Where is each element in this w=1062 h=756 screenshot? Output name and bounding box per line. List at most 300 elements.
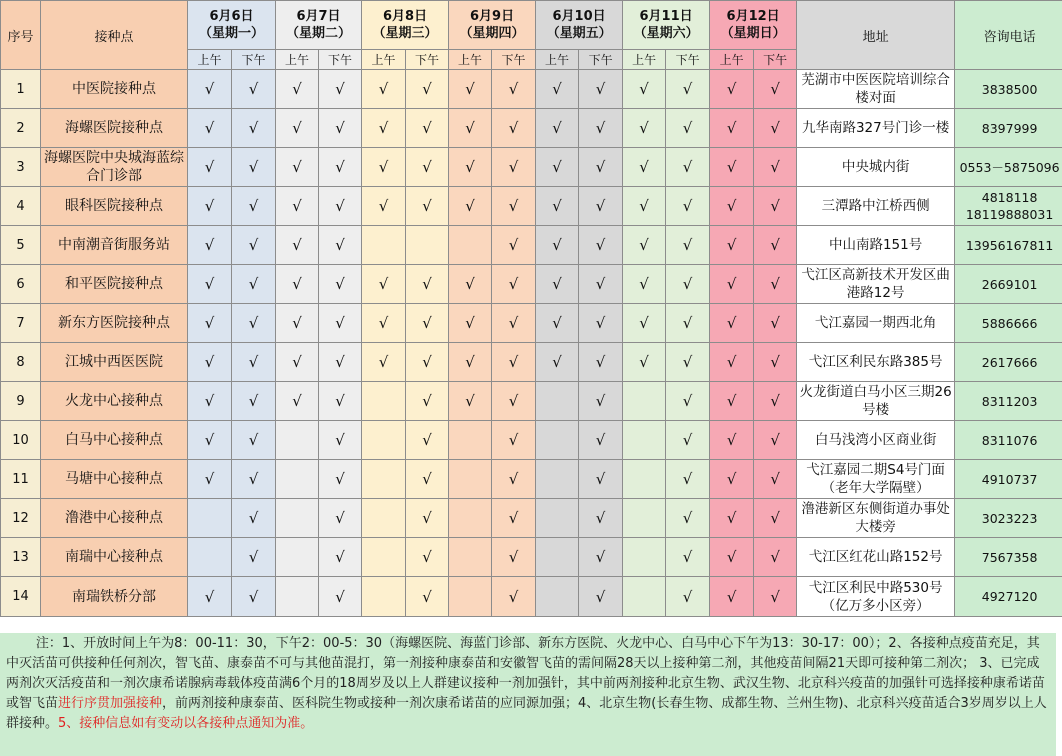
closed-slot [362, 538, 406, 577]
open-check-mark: √ [232, 538, 276, 577]
day-date: 6月9日 [470, 9, 515, 24]
open-check-mark: √ [492, 109, 536, 148]
header-pm: 下午 [232, 50, 276, 70]
open-check-mark: √ [492, 538, 536, 577]
closed-slot [623, 382, 666, 421]
table-row [1, 304, 1062, 343]
note-highlight-sequential: 进行序贯加强接种 [58, 696, 163, 711]
open-check-mark: √ [406, 187, 449, 226]
site-address: 弋江区利民中路530号（亿万多小区旁） [797, 577, 955, 617]
open-check-mark: √ [579, 265, 623, 304]
open-check-mark: √ [188, 226, 232, 265]
row-number: 12 [1, 499, 41, 538]
closed-slot [188, 499, 232, 538]
open-check-mark: √ [232, 109, 276, 148]
open-check-mark: √ [276, 70, 319, 109]
open-check-mark: √ [579, 382, 623, 421]
site-name: 江城中西医医院 [41, 343, 188, 382]
header-am: 上午 [623, 50, 666, 70]
closed-slot [449, 577, 492, 617]
header-pm: 下午 [579, 50, 623, 70]
day-weekday: （星期日） [720, 26, 786, 41]
open-check-mark: √ [188, 343, 232, 382]
open-check-mark: √ [406, 538, 449, 577]
open-check-mark: √ [710, 304, 754, 343]
day-weekday: （星期四） [459, 26, 525, 41]
site-address: 澛港新区东侧街道办事处大楼旁 [797, 499, 955, 538]
open-check-mark: √ [536, 265, 579, 304]
open-check-mark: √ [666, 538, 710, 577]
site-phone: 8397999 [955, 109, 1062, 148]
closed-slot [276, 421, 319, 460]
open-check-mark: √ [449, 382, 492, 421]
open-check-mark: √ [754, 187, 797, 226]
closed-slot [276, 538, 319, 577]
site-address: 弋江区高新技术开发区曲港路12号 [797, 265, 955, 304]
open-check-mark: √ [232, 304, 276, 343]
note-text: 注：1、开放时间上午为8：00-11：30，下午2：00-5：30（海螺医院、海蓝门诊部、新东方医院、火龙中心、白马中心下午为13：30-17：00）；2、各接种点疫苗充足，其中灭活苗可供接种任何剂次，智飞苗、康泰苗不可与其他苗混打，第一剂接种康泰苗和安徽智飞苗的需间隔28天以上接种第二剂，其他疫苗间隔21天即可接种第二剂次； 3、已完成两剂次灭活疫苗和一剂次康希诺腺病毒载体疫苗满6个月的18周岁及以上人群建议接种一剂加强针，其中前两剂接种北京生物、武汉生物、北京科兴疫苗的加强针可选择接种康希诺苗或智飞苗 [6, 636, 1045, 711]
open-check-mark: √ [319, 499, 362, 538]
open-check-mark: √ [232, 265, 276, 304]
site-phone: 5886666 [955, 304, 1062, 343]
open-check-mark: √ [406, 265, 449, 304]
open-check-mark: √ [406, 382, 449, 421]
open-check-mark: √ [666, 109, 710, 148]
row-number: 2 [1, 109, 41, 148]
open-check-mark: √ [406, 577, 449, 617]
site-address: 弋江嘉园一期西北角 [797, 304, 955, 343]
open-check-mark: √ [232, 187, 276, 226]
day-weekday: （星期六） [633, 26, 699, 41]
open-check-mark: √ [754, 226, 797, 265]
open-check-mark: √ [710, 499, 754, 538]
row-number: 13 [1, 538, 41, 577]
open-check-mark: √ [492, 421, 536, 460]
site-address: 三潭路中江桥西侧 [797, 187, 955, 226]
closed-slot [188, 538, 232, 577]
open-check-mark: √ [666, 460, 710, 499]
header-day [276, 1, 362, 50]
open-check-mark: √ [579, 460, 623, 499]
header-address: 地址 [797, 1, 955, 70]
open-check-mark: √ [666, 421, 710, 460]
closed-slot [449, 226, 492, 265]
row-number: 6 [1, 265, 41, 304]
open-check-mark: √ [276, 382, 319, 421]
open-check-mark: √ [754, 70, 797, 109]
table-row [1, 226, 1062, 265]
note-text-2: ，前两剂接种康泰苗、医科院生物或接种一剂次康希诺苗的应同源加强；4、北京生物(长春生物、成都生物、兰州生物)、北京科兴疫苗适合3岁周岁以上人群接种。 [6, 696, 1047, 731]
open-check-mark: √ [666, 382, 710, 421]
open-check-mark: √ [710, 382, 754, 421]
open-check-mark: √ [449, 70, 492, 109]
closed-slot [362, 577, 406, 617]
open-check-mark: √ [623, 304, 666, 343]
open-check-mark: √ [492, 70, 536, 109]
open-check-mark: √ [232, 226, 276, 265]
open-check-mark: √ [754, 343, 797, 382]
day-date: 6月6日 [209, 9, 254, 24]
open-check-mark: √ [754, 265, 797, 304]
open-check-mark: √ [579, 226, 623, 265]
open-check-mark: √ [232, 460, 276, 499]
open-check-mark: √ [492, 499, 536, 538]
row-number: 5 [1, 226, 41, 265]
site-phone: 3023223 [955, 499, 1062, 538]
site-address: 九华南路327号门诊一楼 [797, 109, 955, 148]
site-phone: 8311076 [955, 421, 1062, 460]
open-check-mark: √ [276, 109, 319, 148]
open-check-mark: √ [276, 343, 319, 382]
open-check-mark: √ [232, 382, 276, 421]
open-check-mark: √ [492, 460, 536, 499]
row-number: 10 [1, 421, 41, 460]
site-name: 澛港中心接种点 [41, 499, 188, 538]
row-number: 3 [1, 148, 41, 187]
open-check-mark: √ [492, 148, 536, 187]
open-check-mark: √ [319, 421, 362, 460]
day-date: 6月11日 [639, 9, 693, 24]
closed-slot [536, 577, 579, 617]
open-check-mark: √ [449, 148, 492, 187]
header-day [536, 1, 623, 50]
closed-slot [362, 421, 406, 460]
open-check-mark: √ [319, 226, 362, 265]
day-weekday: （星期三） [372, 26, 438, 41]
open-check-mark: √ [232, 70, 276, 109]
open-check-mark: √ [188, 187, 232, 226]
site-name: 火龙中心接种点 [41, 382, 188, 421]
site-phone: 7567358 [955, 538, 1062, 577]
closed-slot [623, 577, 666, 617]
closed-slot [449, 499, 492, 538]
open-check-mark: √ [319, 304, 362, 343]
open-check-mark: √ [188, 148, 232, 187]
schedule-body [1, 70, 1062, 617]
table-row [1, 265, 1062, 304]
open-check-mark: √ [492, 265, 536, 304]
open-check-mark: √ [754, 538, 797, 577]
open-check-mark: √ [710, 421, 754, 460]
header-phone: 咨询电话 [955, 1, 1062, 70]
open-check-mark: √ [623, 343, 666, 382]
open-check-mark: √ [666, 343, 710, 382]
day-date: 6月8日 [382, 9, 428, 24]
open-check-mark: √ [449, 304, 492, 343]
row-number: 9 [1, 382, 41, 421]
open-check-mark: √ [536, 343, 579, 382]
table-row [1, 148, 1062, 187]
open-check-mark: √ [406, 304, 449, 343]
header-pm: 下午 [406, 50, 449, 70]
open-check-mark: √ [754, 109, 797, 148]
open-check-mark: √ [666, 70, 710, 109]
day-weekday: （星期五） [546, 26, 612, 41]
open-check-mark: √ [710, 187, 754, 226]
closed-slot [623, 538, 666, 577]
open-check-mark: √ [579, 421, 623, 460]
notes-footer [0, 633, 1056, 756]
open-check-mark: √ [319, 382, 362, 421]
open-check-mark: √ [188, 421, 232, 460]
site-address: 弋江区红花山路152号 [797, 538, 955, 577]
header-site: 接种点 [41, 1, 188, 70]
open-check-mark: √ [623, 109, 666, 148]
open-check-mark: √ [188, 577, 232, 617]
note-highlight-change: 5、接种信息如有变动以各接种点通知为准。 [58, 716, 314, 731]
open-check-mark: √ [536, 226, 579, 265]
open-check-mark: √ [623, 187, 666, 226]
open-check-mark: √ [319, 187, 362, 226]
closed-slot [449, 538, 492, 577]
open-check-mark: √ [579, 148, 623, 187]
open-check-mark: √ [406, 460, 449, 499]
day-date: 6月7日 [296, 9, 341, 24]
header-am: 上午 [449, 50, 492, 70]
site-name: 白马中心接种点 [41, 421, 188, 460]
open-check-mark: √ [449, 265, 492, 304]
closed-slot [536, 460, 579, 499]
header-no: 序号 [1, 1, 41, 70]
open-check-mark: √ [666, 577, 710, 617]
site-address: 芜湖市中医医院培训综合楼对面 [797, 70, 955, 109]
open-check-mark: √ [579, 109, 623, 148]
open-check-mark: √ [449, 343, 492, 382]
day-weekday: （星期一） [199, 26, 265, 41]
site-address: 弋江区利民东路385号 [797, 343, 955, 382]
site-address: 弋江嘉园二期S4号门面（老年大学隔壁） [797, 460, 955, 499]
open-check-mark: √ [754, 460, 797, 499]
open-check-mark: √ [666, 265, 710, 304]
site-address: 火龙街道白马小区三期26号楼 [797, 382, 955, 421]
open-check-mark: √ [319, 460, 362, 499]
open-check-mark: √ [710, 577, 754, 617]
header-pm: 下午 [492, 50, 536, 70]
closed-slot [623, 499, 666, 538]
open-check-mark: √ [406, 421, 449, 460]
open-check-mark: √ [319, 538, 362, 577]
site-phone: 3838500 [955, 70, 1062, 109]
open-check-mark: √ [406, 343, 449, 382]
row-number: 1 [1, 70, 41, 109]
header-am: 上午 [362, 50, 406, 70]
open-check-mark: √ [492, 343, 536, 382]
open-check-mark: √ [232, 577, 276, 617]
open-check-mark: √ [579, 304, 623, 343]
open-check-mark: √ [188, 382, 232, 421]
table-row [1, 499, 1062, 538]
open-check-mark: √ [188, 460, 232, 499]
closed-slot [536, 499, 579, 538]
table-row [1, 538, 1062, 577]
open-check-mark: √ [666, 304, 710, 343]
closed-slot [406, 226, 449, 265]
header-day [623, 1, 710, 50]
table-row [1, 460, 1062, 499]
open-check-mark: √ [319, 343, 362, 382]
open-check-mark: √ [754, 499, 797, 538]
site-name: 眼科医院接种点 [41, 187, 188, 226]
open-check-mark: √ [232, 499, 276, 538]
open-check-mark: √ [492, 187, 536, 226]
site-phone: 8311203 [955, 382, 1062, 421]
closed-slot [536, 421, 579, 460]
table-row [1, 70, 1062, 109]
site-phone: 4927120 [955, 577, 1062, 617]
open-check-mark: √ [754, 577, 797, 617]
open-check-mark: √ [188, 109, 232, 148]
site-phone: 4910737 [955, 460, 1062, 499]
open-check-mark: √ [623, 226, 666, 265]
header-pm: 下午 [754, 50, 797, 70]
open-check-mark: √ [536, 148, 579, 187]
closed-slot [276, 460, 319, 499]
open-check-mark: √ [754, 421, 797, 460]
closed-slot [449, 421, 492, 460]
open-check-mark: √ [623, 148, 666, 187]
site-address: 中山南路151号 [797, 226, 955, 265]
row-number: 4 [1, 187, 41, 226]
open-check-mark: √ [666, 499, 710, 538]
header-am: 上午 [276, 50, 319, 70]
open-check-mark: √ [579, 70, 623, 109]
open-check-mark: √ [188, 265, 232, 304]
open-check-mark: √ [666, 226, 710, 265]
open-check-mark: √ [536, 187, 579, 226]
table-row [1, 577, 1062, 617]
header-day [188, 1, 276, 50]
site-phone: 2617666 [955, 343, 1062, 382]
open-check-mark: √ [276, 148, 319, 187]
open-check-mark: √ [362, 304, 406, 343]
open-check-mark: √ [232, 343, 276, 382]
header-day [449, 1, 536, 50]
open-check-mark: √ [754, 382, 797, 421]
closed-slot [449, 460, 492, 499]
site-name: 马塘中心接种点 [41, 460, 188, 499]
open-check-mark: √ [362, 265, 406, 304]
open-check-mark: √ [232, 148, 276, 187]
header-am: 上午 [188, 50, 232, 70]
open-check-mark: √ [710, 109, 754, 148]
closed-slot [362, 499, 406, 538]
open-check-mark: √ [710, 226, 754, 265]
open-check-mark: √ [710, 70, 754, 109]
open-check-mark: √ [579, 577, 623, 617]
row-number: 14 [1, 577, 41, 617]
table-row [1, 421, 1062, 460]
row-number: 7 [1, 304, 41, 343]
open-check-mark: √ [623, 265, 666, 304]
row-number: 11 [1, 460, 41, 499]
open-check-mark: √ [319, 109, 362, 148]
closed-slot [536, 538, 579, 577]
open-check-mark: √ [449, 187, 492, 226]
open-check-mark: √ [710, 343, 754, 382]
open-check-mark: √ [319, 265, 362, 304]
table-row [1, 343, 1062, 382]
open-check-mark: √ [406, 148, 449, 187]
open-check-mark: √ [492, 226, 536, 265]
open-check-mark: √ [319, 577, 362, 617]
site-name: 南瑞铁桥分部 [41, 577, 188, 617]
open-check-mark: √ [362, 148, 406, 187]
closed-slot [276, 577, 319, 617]
header-row [1, 1, 1062, 50]
header-pm: 下午 [319, 50, 362, 70]
site-name: 中医院接种点 [41, 70, 188, 109]
open-check-mark: √ [579, 187, 623, 226]
site-name: 中南潮音街服务站 [41, 226, 188, 265]
open-check-mark: √ [536, 70, 579, 109]
open-check-mark: √ [492, 304, 536, 343]
site-name: 南瑞中心接种点 [41, 538, 188, 577]
open-check-mark: √ [710, 538, 754, 577]
site-phone: 13956167811 [955, 226, 1062, 265]
closed-slot [362, 382, 406, 421]
header-pm: 下午 [666, 50, 710, 70]
open-check-mark: √ [232, 421, 276, 460]
header-am: 上午 [536, 50, 579, 70]
site-phone: 4818118 18119888031 [955, 187, 1062, 226]
open-check-mark: √ [492, 382, 536, 421]
closed-slot [623, 421, 666, 460]
site-phone: 0553－5875096 [955, 148, 1062, 187]
open-check-mark: √ [666, 148, 710, 187]
closed-slot [362, 226, 406, 265]
open-check-mark: √ [188, 304, 232, 343]
closed-slot [276, 499, 319, 538]
header-day [362, 1, 449, 50]
day-date: 6月12日 [726, 9, 780, 24]
open-check-mark: √ [406, 499, 449, 538]
site-name: 海螺医院接种点 [41, 109, 188, 148]
table-row [1, 187, 1062, 226]
closed-slot [623, 460, 666, 499]
open-check-mark: √ [492, 577, 536, 617]
open-check-mark: √ [710, 460, 754, 499]
open-check-mark: √ [754, 148, 797, 187]
open-check-mark: √ [579, 538, 623, 577]
site-phone: 2669101 [955, 265, 1062, 304]
site-name: 新东方医院接种点 [41, 304, 188, 343]
open-check-mark: √ [276, 187, 319, 226]
site-name: 海螺医院中央城海蓝综合门诊部 [41, 148, 188, 187]
day-weekday: （星期二） [286, 26, 352, 41]
open-check-mark: √ [710, 148, 754, 187]
open-check-mark: √ [362, 70, 406, 109]
open-check-mark: √ [276, 226, 319, 265]
open-check-mark: √ [579, 499, 623, 538]
open-check-mark: √ [666, 187, 710, 226]
table-row [1, 382, 1062, 421]
open-check-mark: √ [710, 265, 754, 304]
open-check-mark: √ [362, 109, 406, 148]
row-number: 8 [1, 343, 41, 382]
open-check-mark: √ [188, 70, 232, 109]
closed-slot [536, 382, 579, 421]
header-am: 上午 [710, 50, 754, 70]
open-check-mark: √ [319, 148, 362, 187]
day-date: 6月10日 [552, 9, 606, 24]
table-row [1, 109, 1062, 148]
open-check-mark: √ [536, 304, 579, 343]
header-day [710, 1, 797, 50]
open-check-mark: √ [623, 70, 666, 109]
open-check-mark: √ [362, 343, 406, 382]
open-check-mark: √ [579, 343, 623, 382]
site-address: 白马浅湾小区商业街 [797, 421, 955, 460]
